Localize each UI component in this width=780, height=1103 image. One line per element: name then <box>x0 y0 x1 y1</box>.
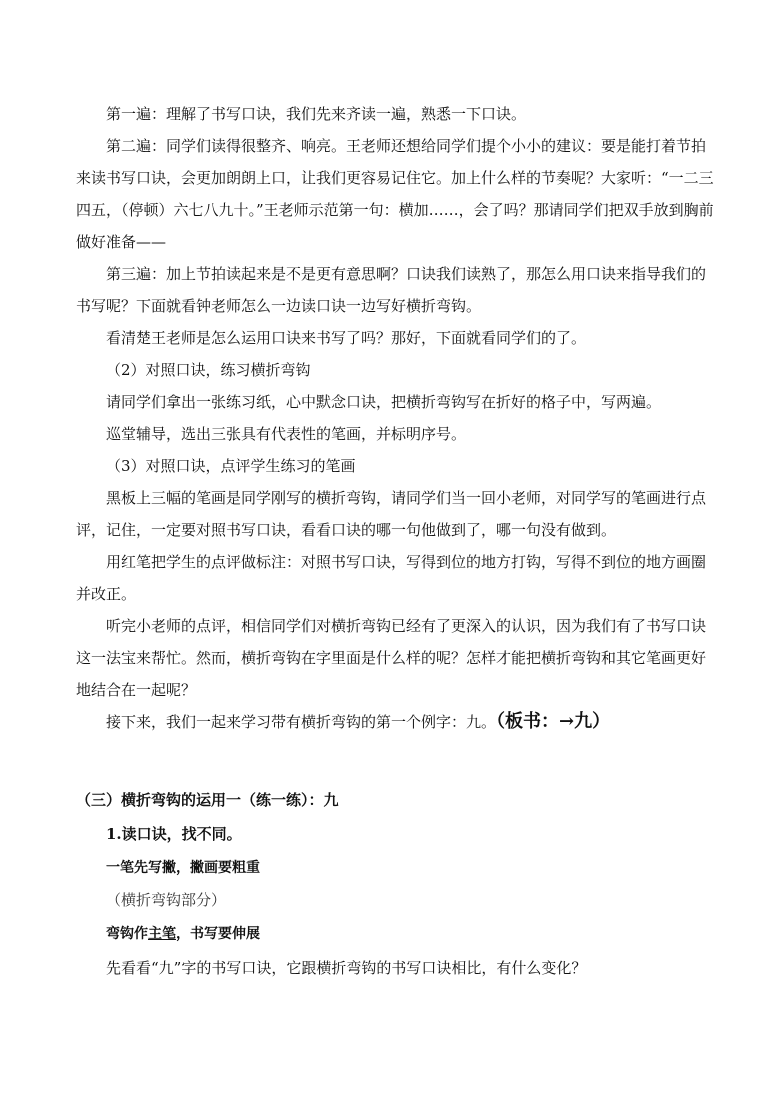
blackboard-note: （板书：→九） <box>496 711 611 732</box>
paragraph-first-reading: 第一遍：理解了书写口诀，我们先来齐读一遍，熟悉一下口诀。 <box>106 105 527 123</box>
subsection-read-rhyme: 1.读口诀，找不同。 <box>106 825 242 843</box>
paragraph-step-2: （2）对照口诀，练习横折弯钩 <box>106 361 311 379</box>
paragraph-step-3: （3）对照口诀，点评学生练习的笔画 <box>106 457 356 475</box>
paragraph-watch-teacher: 看清楚王老师是怎么运用口诀来书写了吗？那好，下面就看同学们的了。 <box>106 329 587 347</box>
paragraph-practice-paper: 请同学们拿出一张练习纸，心中默念口诀，把横折弯钩写在折好的格子中，写两遍。 <box>106 393 662 411</box>
paragraph-red-pen: 用红笔把学生的点评做标注：对照书写口诀，写得到位的地方打钩，写得不到位的地方画圈并改正。 <box>76 553 707 603</box>
paragraph-compare-question: 先看看“九”字的书写口诀，它跟横折弯钩的书写口诀相比，有什么变化？ <box>106 959 587 977</box>
rhyme-note: （横折弯钩部分） <box>106 891 227 909</box>
rhyme-line-2-end: ，书写要伸展 <box>176 926 260 942</box>
paragraph-blackboard-review: 黑板上三幅的笔画是同学刚写的横折弯钩，请同学们当一回小老师，对同学写的笔画进行点评，记住，一定要对照书写口诀，看看口诀的哪一句他做到了，哪一句没有做到。 <box>76 489 707 539</box>
paragraph-after-review: 听完小老师的点评，相信同学们对横折弯钩已经有了更深入的认识，因为我们有了书写口诀这一法宝来帮忙。然而，横折弯钩在字里面是什么样的呢？怎样才能把横折弯钩和其它笔画更好地结合在一起呢？ <box>76 617 707 699</box>
rhyme-line-1: 一笔先写撇，撇画要粗重 <box>106 860 260 876</box>
rhyme-line-2 <box>76 918 716 950</box>
paragraph-second-reading: 第二遍：同学们读得很整齐、响亮。王老师还想给同学们提个小小的建议：要是能打着节拍来读书写口诀，会更加朗朗上口，让我们更容易记住它。加上什么样的节奏呢？大家听：“一二三四五，（停顿）六七八九十。”王老师示范第一句：横加……，会了吗？那请同学们把双手放到胸前做好准备—— <box>76 137 714 251</box>
paragraph-next-example <box>76 706 716 738</box>
rhyme-line-2-start: 弯钩作 <box>106 926 148 942</box>
paragraph-patrol-guidance: 巡堂辅导，选出三张具有代表性的笔画，并标明序号。 <box>106 425 467 443</box>
next-example-text: 接下来，我们一起来学习带有横折弯钩的第一个例字：九。 <box>106 713 497 731</box>
section-heading: （三）横折弯钩的运用一（练一练）：九 <box>76 791 339 809</box>
main-stroke-underlined: 主笔 <box>148 926 176 942</box>
paragraph-third-reading: 第三遍：加上节拍读起来是不是更有意思啊？口诀我们读熟了，那怎么用口诀来指导我们的书写呢？下面就看钟老师怎么一边读口诀一边写好横折弯钩。 <box>76 265 707 315</box>
